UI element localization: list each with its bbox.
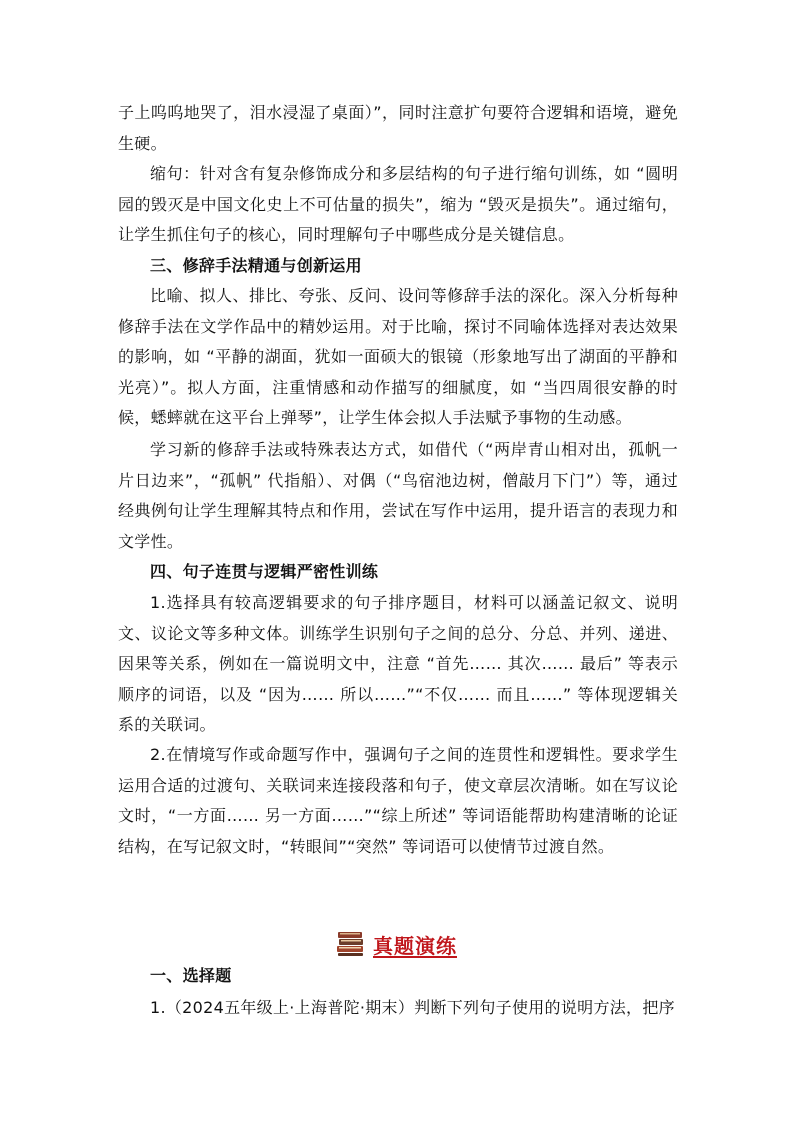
paragraph-coherent-writing: 2.在情境写作或命题写作中，强调句子之间的连贯性和逻辑性。要求学生运用合适的过渡句、关联词来连接段落和句子，使文章层次清晰。如在写议论文时，“一方面…… 另一方面……”“综上所述” 等词语能帮助构建清晰的论证结构，在写记叙文时，“转眼间”“突然” 等词语可以使情节过渡自然。 — [118, 745, 678, 856]
question-1: 1.（2024五年级上·上海普陀·期末）判断下列句子使用的说明方法，把序 — [150, 998, 675, 1017]
section-title-bar — [0, 926, 794, 962]
heading-multiple-choice: 一、选择题 — [150, 966, 232, 985]
paragraph-expansion-end: 子上呜呜地哭了，泪水浸湿了桌面）”，同时注意扩句要符合逻辑和语境，避免生硬。 — [118, 103, 678, 153]
paragraph-contraction: 缩句：针对含有复杂修饰成分和多层结构的句子进行缩句训练，如 “圆明园的毁灭是中国文化史上不可估量的损失”，缩为 “毁灭是损失”。通过缩句，让学生抓住句子的核心，同时理解句子中哪些成分是关键信息。 — [118, 164, 678, 244]
section-title-text: 真题演练 — [373, 933, 457, 958]
heading-rhetoric: 三、修辞手法精通与创新运用 — [150, 256, 362, 275]
paragraph-rhetoric-new: 学习新的修辞手法或特殊表达方式，如借代（“两岸青山相对出，孤帆一片日边来”，“孤帆” 代指船）、对偶（“鸟宿池边树，僧敲月下门”）等，通过经典例句让学生理解其特点和作用，尝试在写作中运用，提升语言的表现力和文学性。 — [118, 440, 678, 551]
paragraph-rhetoric-deepen: 比喻、拟人、排比、夸张、反问、设问等修辞手法的深化。深入分析每种修辞手法在文学作品中的精妙运用。对于比喻，探讨不同喻体选择对表达效果的影响，如 “平静的湖面，犹如一面硕大的银镜（形象地写出了湖面的平静和光亮）”。拟人方面，注重情感和动作描写的细腻度，如 “当四周很安静的时候，蟋蟀就在这平台上弹琴”，让学生体会拟人手法赋予事物的生动感。 — [118, 286, 678, 427]
heading-coherence: 四、句子连贯与逻辑严密性训练 — [150, 562, 379, 581]
books-icon — [337, 931, 367, 957]
section-title — [337, 930, 457, 959]
paragraph-sentence-order: 1.选择具有较高逻辑要求的句子排序题目，材料可以涵盖记叙文、说明文、议论文等多种文体。训练学生识别句子之间的总分、分总、并列、递进、因果等关系，例如在一篇说明文中，注意 “首先…… 其次…… 最后” 等表示顺序的词语，以及 “因为…… 所以……”“不仅…… 而且……” 等体现逻辑关系的关联词。 — [118, 593, 678, 734]
